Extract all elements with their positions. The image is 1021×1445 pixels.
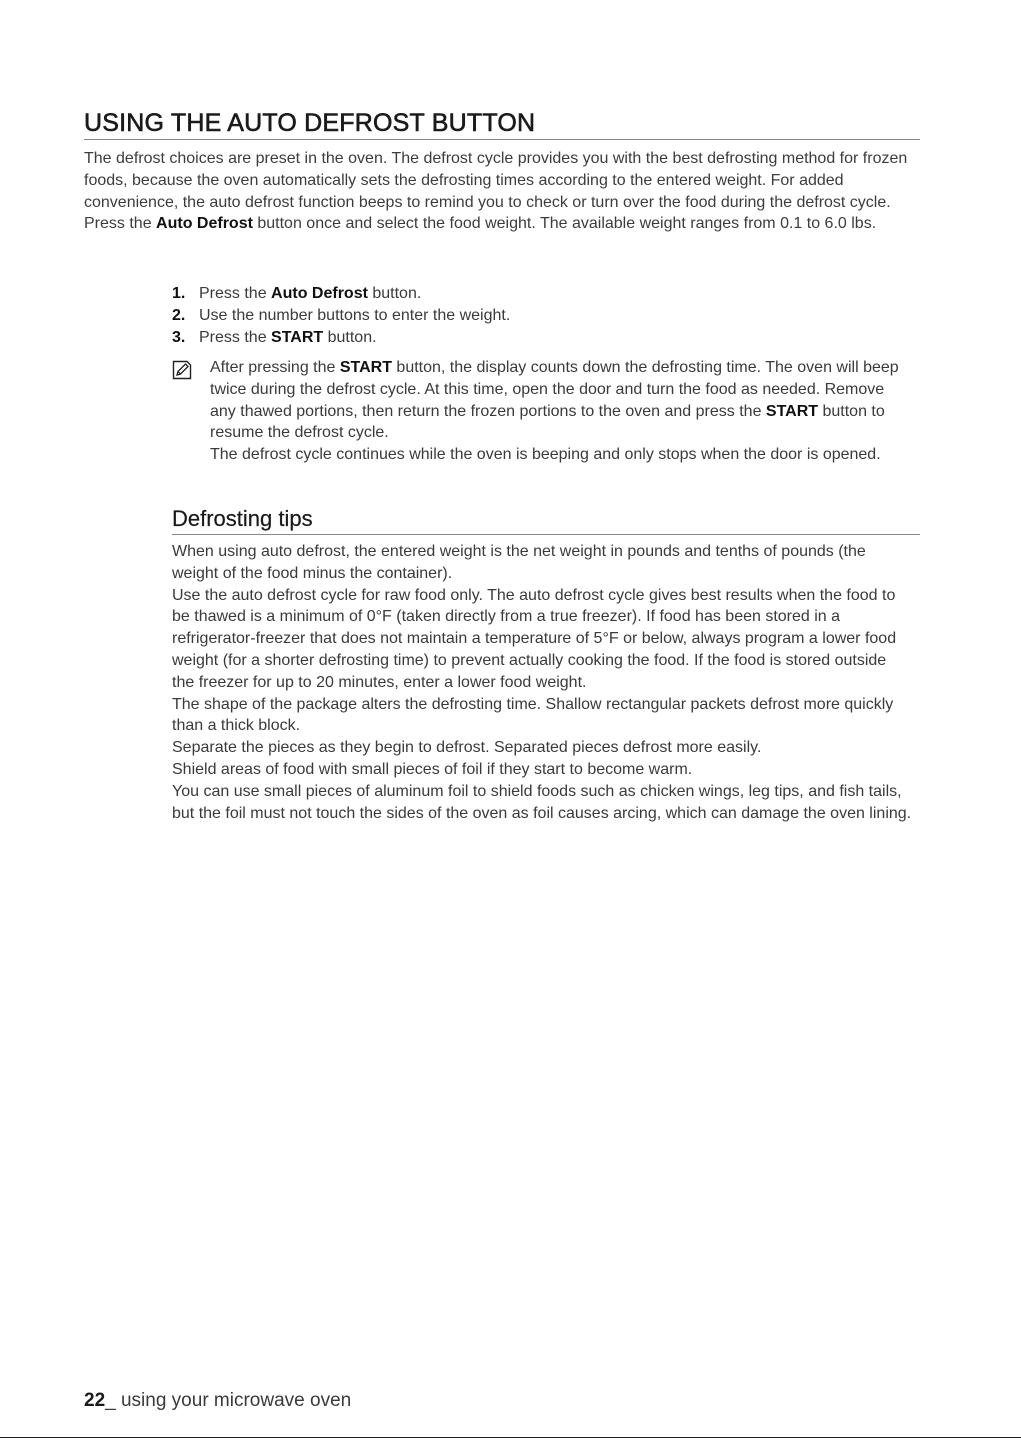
tip-paragraph: When using auto defrost, the entered weight is the net weight in pounds and tenths of pounds (the weight of the food minus the container). bbox=[172, 543, 866, 582]
step-text-pre: Press the bbox=[199, 285, 272, 302]
bottom-divider bbox=[0, 1437, 1021, 1438]
step-text bbox=[199, 327, 377, 349]
section-heading: USING THE AUTO DEFROST BUTTON bbox=[84, 109, 536, 137]
step-text bbox=[199, 305, 510, 327]
step-number: 3. bbox=[172, 329, 186, 346]
step-item bbox=[172, 305, 912, 327]
step-text-bold: START bbox=[271, 329, 324, 346]
step-number: 2. bbox=[172, 307, 186, 324]
subheading: Defrosting tips bbox=[172, 506, 313, 531]
note-text bbox=[210, 357, 912, 466]
step-text-post: button. bbox=[367, 285, 422, 302]
step-text-post: button. bbox=[323, 329, 377, 346]
step-item bbox=[172, 327, 912, 349]
tip-paragraph: Separate the pieces as they begin to defrost. Separated pieces defrost more easily. bbox=[172, 739, 762, 757]
step-text-bold: Auto Defrost bbox=[271, 285, 368, 302]
tip-paragraph: Use the auto defrost cycle for raw food only. The auto defrost cycle gives best results when the food to be thawed is a minimum of 0°F (taken directly from a true freezer). If food has been stored in a refrigerator-freezer that does not maintain a temperature of 5°F or below, always program a lower food weight (for a shorter defrosting time) to prevent actually cooking the food. If the food is stored outside the freezer for up to 20 minutes, enter a lower food weight. bbox=[172, 586, 897, 691]
page-number: 22 bbox=[84, 1390, 106, 1411]
note-paragraph: The defrost cycle continues while the oven is beeping and only stops when the door is opened. bbox=[210, 446, 881, 464]
note-text-segment: After pressing the bbox=[210, 359, 340, 376]
start-label: START bbox=[339, 359, 392, 376]
step-text-pre: Press the bbox=[199, 329, 272, 346]
tips-text bbox=[172, 541, 912, 824]
step-item bbox=[172, 283, 912, 305]
note-pencil-icon bbox=[172, 360, 192, 380]
section-heading-container bbox=[84, 108, 920, 140]
subheading-container bbox=[172, 503, 920, 535]
step-text-pre: Use the number buttons to enter the weight. bbox=[199, 307, 511, 324]
tip-paragraph: Shield areas of food with small pieces of foil if they start to become warm. bbox=[172, 760, 693, 778]
intro-instruction-text: Press the bbox=[84, 215, 157, 233]
tip-paragraph: The shape of the package alters the defrosting time. Shallow rectangular packets defrost more quickly than a thick block. bbox=[172, 695, 894, 735]
intro-text bbox=[84, 148, 924, 235]
note-text-segment: button, the display counts down the defrosting time. The oven will beep twice during the defrost cycle. At this time, open the door and turn the food as needed. Remove any thawed portions, then return the frozen portions to the oven and press the bbox=[210, 359, 899, 420]
intro-instruction-text: button once and select the food weight. The available weight ranges from 0.1 to 6.0 lbs. bbox=[252, 215, 877, 233]
page-footer bbox=[84, 1390, 351, 1412]
intro-paragraph: The defrost choices are preset in the oven. The defrost cycle provides you with the best defrosting method for frozen foods, because the oven automatically sets the defrosting times according to the entered weight. For added convenience, the auto defrost function beeps to remind you to check or turn over the food during the defrost cycle. bbox=[84, 150, 908, 211]
start-label: START bbox=[765, 402, 819, 420]
step-number: 1. bbox=[172, 285, 186, 302]
note-text-segment: button to resume the defrost cycle. bbox=[210, 402, 885, 442]
note-block bbox=[172, 357, 912, 466]
step-text bbox=[199, 283, 421, 305]
footer-text: _ using your microwave oven bbox=[105, 1390, 352, 1411]
steps-list bbox=[172, 283, 912, 349]
intro-instruction bbox=[84, 213, 924, 235]
note-paragraph bbox=[210, 357, 912, 444]
tip-paragraph: You can use small pieces of aluminum foil to shield foods such as chicken wings, leg tips, and fish tails, but the foil must not touch the sides of the oven as foil causes arcing, which can damage the oven lining. bbox=[172, 782, 912, 822]
auto-defrost-label: Auto Defrost bbox=[156, 215, 253, 233]
